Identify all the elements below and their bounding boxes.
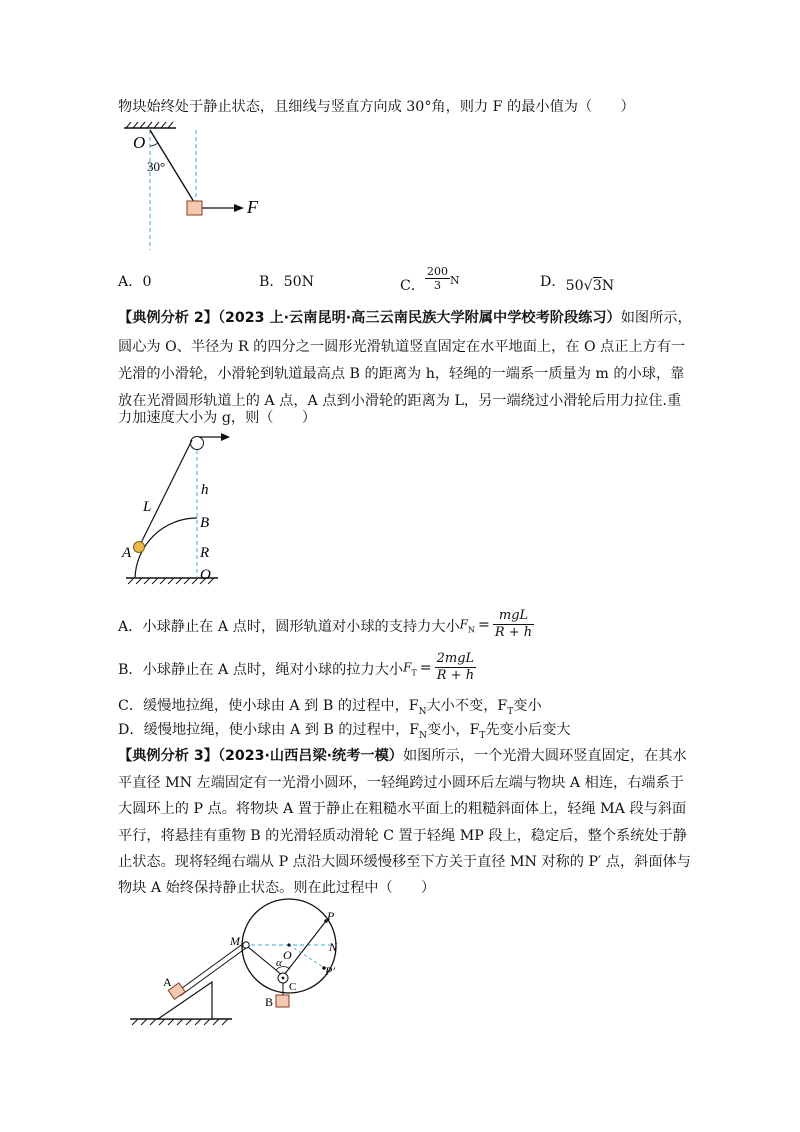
label-P: P bbox=[327, 909, 335, 923]
label-O: O bbox=[200, 567, 211, 583]
q2-line2: 圆心为 O、半径为 R 的四分之一圆形光滑轨道竖直固定在水平地面上，在 O 点正上方有一 bbox=[118, 339, 686, 355]
label-30: 30° bbox=[147, 159, 166, 174]
q2-line5: 力加速度大小为 g，则（ ） bbox=[118, 410, 317, 426]
q1-option-a[interactable]: A．0 bbox=[118, 274, 152, 290]
guide-dashed bbox=[289, 945, 323, 967]
q1-option-c[interactable]: C． $\frac{200}{3}$ N bbox=[400, 265, 460, 294]
label-F: F bbox=[247, 197, 258, 217]
label-M: M bbox=[230, 934, 240, 948]
q2-line4: 放在光滑圆形轨道上的 A 点，A 点到小滑轮的距离为 L，另一端绕过小滑轮后用力拉住.重 bbox=[118, 393, 682, 409]
label-O: O bbox=[133, 133, 146, 152]
center-dot bbox=[287, 943, 290, 946]
rope bbox=[180, 948, 246, 996]
q3-line4: 平行，将悬挂有重物 B 的光滑轻质动滑轮 C 置于轻绳 MP 段上，稳定后，整个系统处于静 bbox=[118, 828, 687, 844]
label-C: C bbox=[289, 981, 297, 993]
weight-b bbox=[276, 995, 289, 1007]
q2-option-c[interactable]: C．缓慢地拉绳，使小球由 A 到 B 的过程中，$F_N$大小不变，$F_T$变小 bbox=[118, 698, 542, 717]
q3-line5: 止状态。现将轻绳右端从 P 点沿大圆环缓慢移至下方关于直径 MN 对称的 P′ 点，斜面体与 bbox=[118, 854, 691, 870]
q2-option-d[interactable]: D．缓慢地拉绳，使小球由 A 到 B 的过程中，$F_N$变小，$F_T$先变小后变大 bbox=[118, 722, 571, 741]
q3-line1: 【典例分析 3】（2023·山西吕梁·统考一模）如图所示，一个光滑大圆环竖直固定，在其水 bbox=[118, 748, 687, 764]
label-B: B bbox=[265, 995, 274, 1009]
label-A: A bbox=[122, 545, 132, 561]
q3-line6: 物块 A 始终保持静止状态。则在此过程中（ ） bbox=[118, 880, 436, 896]
q3-line2: 平直径 MN 左端固定有一光滑小圆环，一轻绳跨过小圆环后左端与物块 A 相连，右端系于 bbox=[118, 775, 684, 791]
label-P-prime: P′ bbox=[325, 964, 335, 978]
label-B: B bbox=[200, 515, 210, 531]
ground-hatch bbox=[130, 1019, 232, 1025]
label-alpha: α bbox=[276, 957, 282, 969]
q2-option-a[interactable]: A．小球静止在 A 点时，圆形轨道对小球的支持力大小$F_N$ = $\frac{\text{mgL}}{R + h}$ bbox=[118, 608, 533, 640]
label-A: A bbox=[163, 975, 172, 989]
label-h: h bbox=[201, 482, 209, 498]
q2-option-b[interactable]: B．小球静止在 A 点时，绳对小球的拉力大小$F_T$ = $\frac{\text{2mgL}}{R + h}$ bbox=[118, 651, 475, 683]
label-N: N bbox=[329, 940, 338, 954]
q3-line3: 大圆环上的 P 点。将物块 A 置于静止在粗糙水平面上的粗糙斜面体上，轻绳 MA 段与斜面 bbox=[118, 801, 687, 817]
label-R: R bbox=[200, 545, 210, 561]
label-L: L bbox=[143, 499, 152, 515]
q2-line3: 光滑的小滑轮，小滑轮到轨道最高点 B 的距离为 h，轻绳的一端系一质量为 m 的小球，靠 bbox=[118, 366, 685, 382]
label-O: O bbox=[283, 948, 292, 962]
q1-option-b[interactable]: B．50N bbox=[259, 274, 315, 290]
q1-option-d[interactable]: D．50√3N bbox=[540, 274, 615, 294]
q1-stem: 物块始终处于静止状态，且细线与竖直方向成 30°角，则力 F 的最小值为（ ） bbox=[118, 99, 635, 115]
q2-line1: 【典例分析 2】（2023 上·云南昆明·高三云南民族大学附属中学校考阶段练习）如图所示， bbox=[118, 310, 692, 326]
